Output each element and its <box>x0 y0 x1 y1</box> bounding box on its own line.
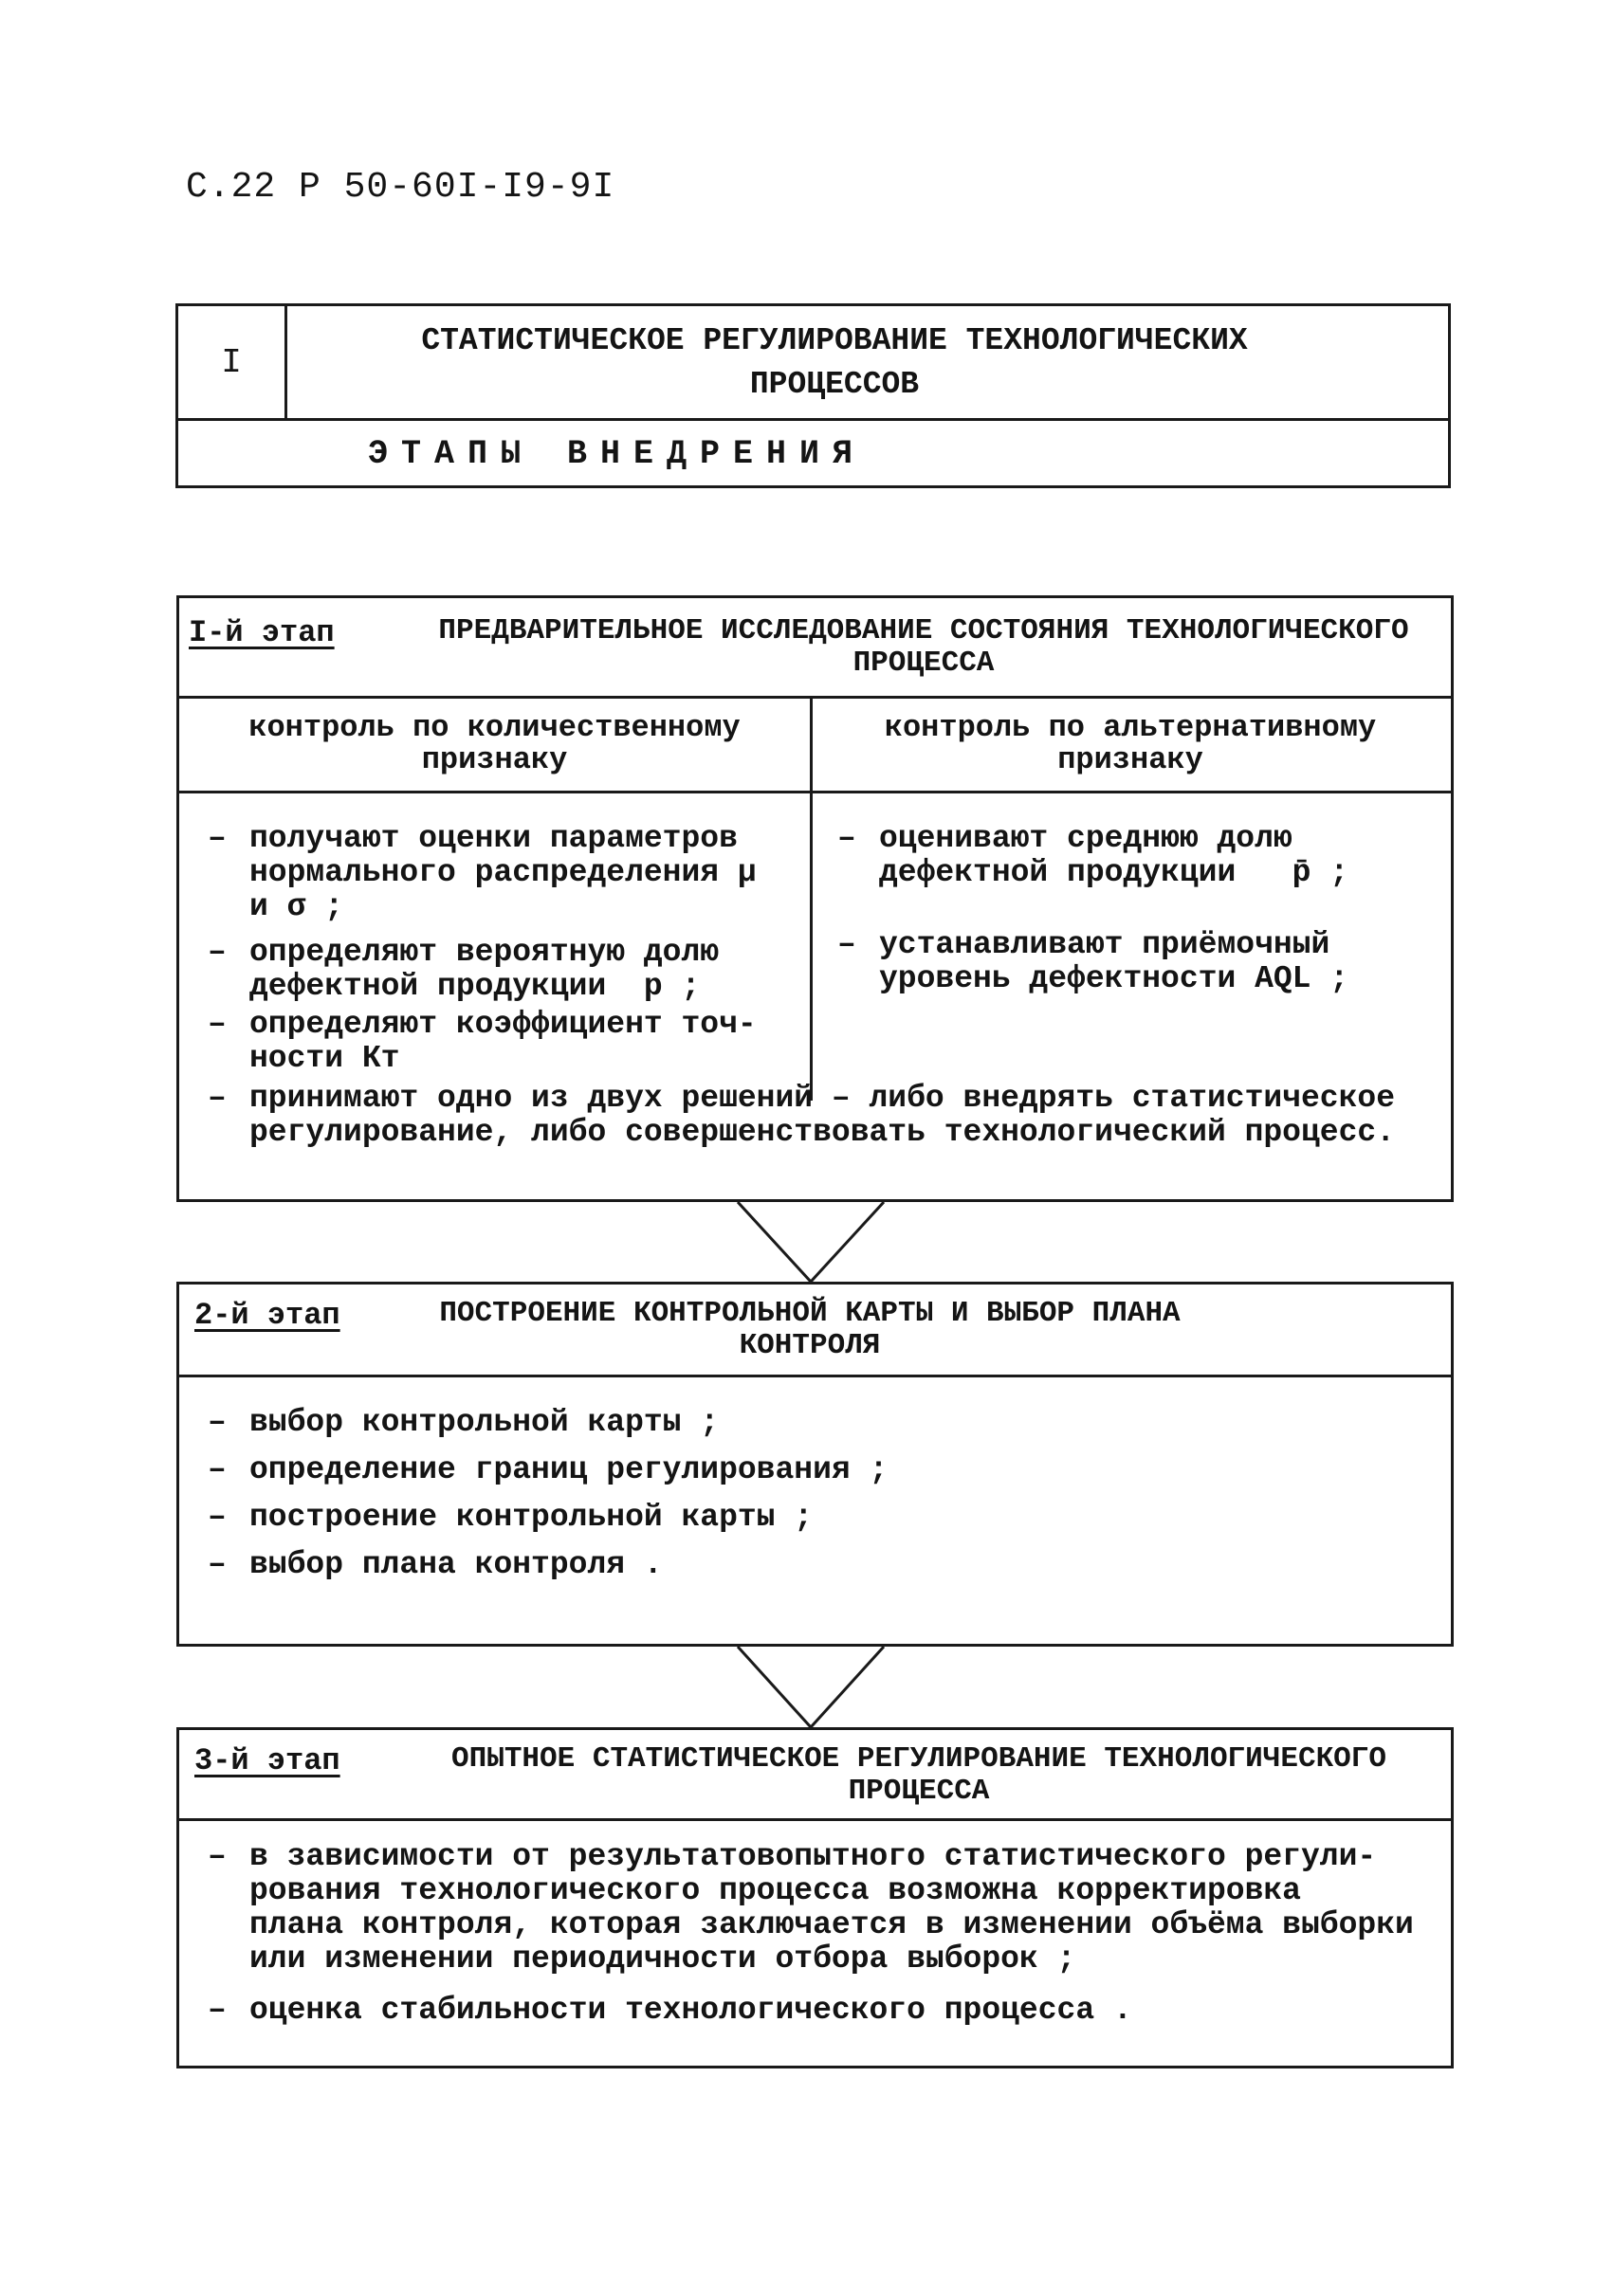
stage1-label: I-й этап <box>189 615 335 650</box>
list-item-text: определяют вероятную долю дефектной продукции р ; <box>249 935 720 1004</box>
list-item-text: в зависимости от результатовопытного статистического регули- рования технологического процесса возможна корректировка плана контроля, которая заключается в изменении объёма выборки или изменении периодичности отбора выборок ; <box>249 1839 1414 1977</box>
alternative-control-head-line1: контроль по альтернативному <box>884 710 1377 745</box>
list-item-text: определяют коэффициент точ- ности Кт <box>249 1007 757 1076</box>
bullet-dash: – <box>837 821 856 856</box>
quantitative-control-head-line1: контроль по количественному <box>248 710 741 745</box>
header-table <box>175 303 1451 488</box>
stage1-box <box>176 595 1454 1202</box>
section-title <box>287 306 1448 418</box>
list-item-text: получают оценки параметров нормального распределения μ и σ ; <box>249 821 757 924</box>
list-item-text: определение границ регулирования ; <box>249 1452 889 1487</box>
stage3-header <box>179 1730 1451 1821</box>
bullet-dash: – <box>208 1993 227 2028</box>
bullet-dash: – <box>208 1081 227 1116</box>
bullet-dash: – <box>208 935 227 970</box>
bullet-dash: – <box>208 1839 227 1874</box>
list-item-text: построение контрольной карты ; <box>249 1500 814 1535</box>
header-divider <box>178 418 1448 421</box>
bullet-dash: – <box>208 821 227 856</box>
quantitative-control-head-line2: признаку <box>421 742 568 777</box>
stage2-header <box>179 1285 1451 1377</box>
bullet-dash: – <box>208 1452 227 1487</box>
stage2-title-line1: ПОСТРОЕНИЕ КОНТРОЛЬНОЙ КАРТЫ И ВЫБОР ПЛАНА <box>439 1297 1181 1330</box>
stage1-title-line2: ПРОЦЕССА <box>852 647 995 680</box>
alternative-control-head-line2: признаку <box>1057 742 1203 777</box>
list-item-text: выбор контрольной карты ; <box>249 1405 720 1440</box>
stage1-header <box>179 598 1451 699</box>
section-number: I <box>178 306 287 418</box>
page-code: С.22 Р 50-60I-I9-9I <box>186 167 615 208</box>
stage3-title <box>402 1743 1436 1808</box>
alternative-control-head <box>813 712 1448 776</box>
stage3-box <box>176 1727 1454 2068</box>
stage2-title-line2: КОНТРОЛЯ <box>739 1329 881 1362</box>
list-item-text: устанавливают приёмочный уровень дефектности AQL ; <box>879 927 1349 996</box>
stage2-label: 2-й этап <box>194 1298 340 1333</box>
list-item-text: оценка стабильности технологического процесса . <box>249 1993 1132 2028</box>
list-item-text: выбор плана контроля . <box>249 1547 663 1582</box>
stage3-title-line1: ОПЫТНОЕ СТАТИСТИЧЕСКОЕ РЕГУЛИРОВАНИЕ ТЕХНОЛОГИЧЕСКОГО <box>451 1742 1386 1776</box>
section-title-line2: ПРОЦЕССОВ <box>749 367 920 402</box>
list-item-text: принимают одно из двух решений – либо внедрять статистическое регулирование, либо совершенствовать технологический процесс. <box>249 1081 1395 1150</box>
bullet-dash: – <box>837 927 856 962</box>
section-title-line1: СТАТИСТИЧЕСКОЕ РЕГУЛИРОВАНИЕ ТЕХНОЛОГИЧЕСКИХ <box>421 323 1248 358</box>
stage2-title <box>402 1298 1218 1362</box>
bullet-dash: – <box>208 1500 227 1535</box>
stage3-title-line2: ПРОЦЕССА <box>848 1775 990 1808</box>
bullet-dash: – <box>208 1405 227 1440</box>
stage2-box <box>176 1282 1454 1647</box>
bullet-dash: – <box>208 1547 227 1582</box>
stage1-column-headers <box>179 699 1451 793</box>
list-item-text: оценивают среднюю долю дефектной продукции p̄ ; <box>879 821 1349 890</box>
stage1-title-line1: ПРЕДВАРИТЕЛЬНОЕ ИССЛЕДОВАНИЕ СОСТОЯНИЯ ТЕХНОЛОГИЧЕСКОГО <box>438 614 1409 647</box>
stage1-title <box>397 615 1450 680</box>
stage1-column-divider <box>810 699 813 1101</box>
quantitative-control-head <box>179 712 810 776</box>
section-subtitle: ЭТАПЫ ВНЕДРЕНИЯ <box>368 435 867 473</box>
bullet-dash: – <box>208 1007 227 1042</box>
stage3-label: 3-й этап <box>194 1743 340 1778</box>
